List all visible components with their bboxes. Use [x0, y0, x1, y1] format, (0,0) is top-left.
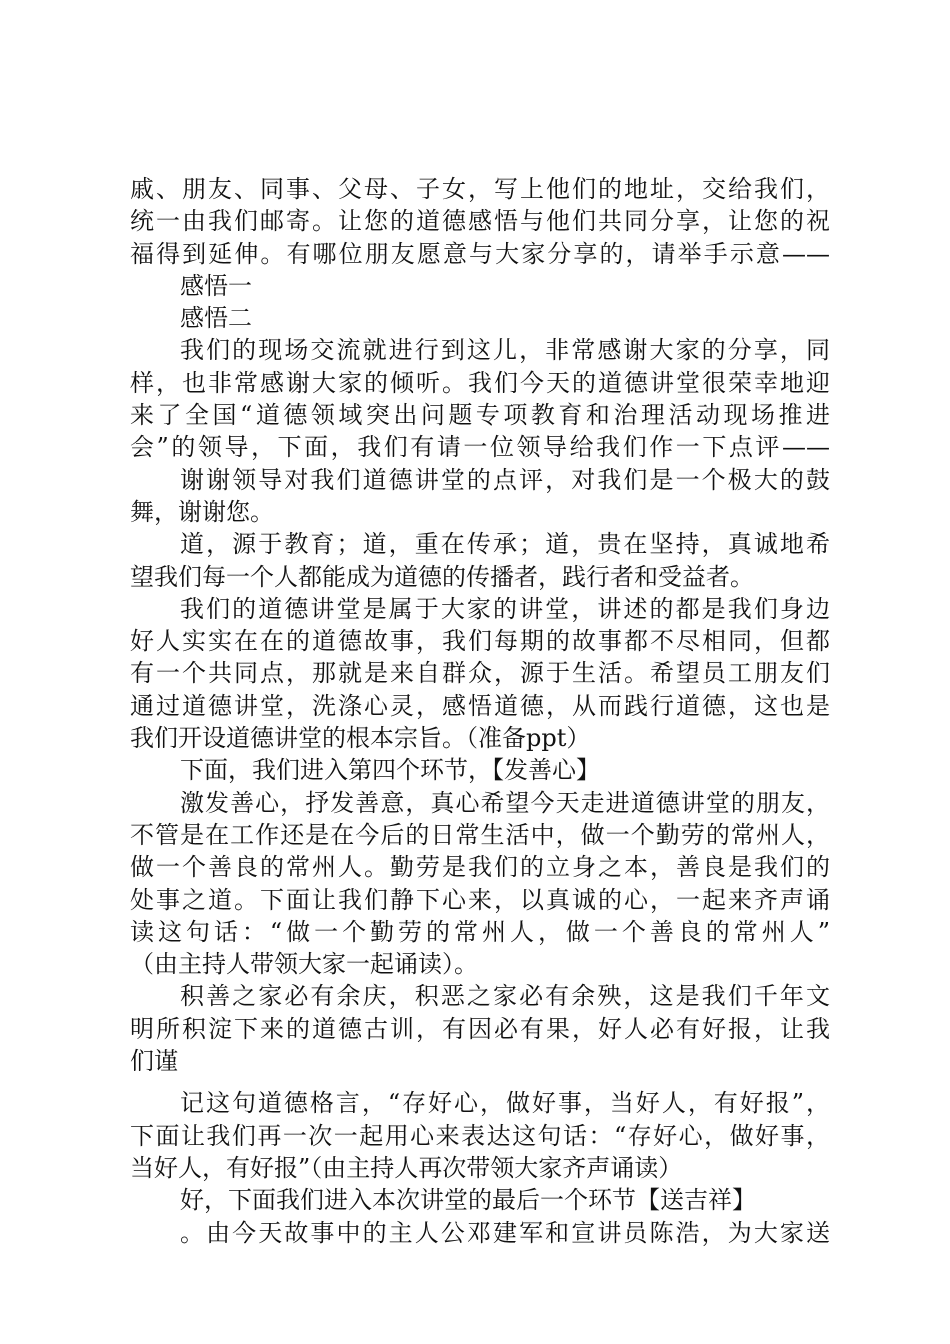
text-line: 来了全国“道德领域突出问题专项教育和治理活动现场推进 — [130, 401, 830, 430]
text-line: 通过道德讲堂，洗涤心灵，感悟道德，从而践行道德，这也是 — [130, 691, 830, 720]
text-line: 谢谢领导对我们道德讲堂的点评，对我们是一个极大的鼓 — [180, 465, 830, 494]
text-line: 积善之家必有余庆，积恶之家必有余殃，这是我们千年文 — [180, 982, 830, 1011]
text-line: 望我们每一个人都能成为道德的传播者，践行者和受益者。 — [130, 562, 754, 591]
text-line: 感悟一 — [180, 271, 252, 300]
text-line: 好，下面我们进入本次讲堂的最后一个环节【送吉祥】 — [180, 1186, 756, 1215]
text-line: 道，源于教育；道，重在传承；道，贵在坚持，真诚地希 — [180, 530, 830, 559]
paragraph-gap — [130, 1077, 830, 1087]
text-line: （由主持人带领大家一起诵读）。 — [130, 950, 478, 979]
document-body — [130, 173, 830, 1249]
text-line: 读这句话：“做一个勤劳的常州人，做一个善良的常州人” — [130, 917, 830, 946]
text-line: 样，也非常感谢大家的倾听。我们今天的道德讲堂很荣幸地迎 — [130, 368, 830, 397]
text-line: 处事之道。下面让我们静下心来，以真诚的心，一起来齐声诵 — [130, 885, 830, 914]
text-line: 舞，谢谢您。 — [130, 497, 274, 526]
text-line: 下面让我们再一次一起用心来表达这句话：“存好心，做好事， — [130, 1121, 830, 1150]
text-line: 我们的道德讲堂是属于大家的讲堂，讲述的都是我们身边 — [180, 594, 830, 623]
text-line: 做一个善良的常州人。勤劳是我们的立身之本，善良是我们的 — [130, 853, 830, 882]
text-line: 我们的现场交流就进行到这儿，非常感谢大家的分享，同 — [180, 336, 830, 365]
text-line: 明所积淀下来的道德古训，有因必有果，好人必有好报，让我 — [130, 1014, 830, 1043]
text-line: 。由今天故事中的主人公邓建军和宣讲员陈浩，为大家送 — [180, 1218, 830, 1247]
text-line: 不管是在工作还是在今后的日常生活中，做一个勤劳的常州人， — [130, 820, 830, 849]
text-line: 会”的领导，下面，我们有请一位领导给我们作一下点评—— — [130, 433, 830, 462]
text-line: 统一由我们邮寄。让您的道德感悟与他们共同分享，让您的祝 — [130, 207, 830, 236]
text-line: 记这句道德格言，“存好心，做好事，当好人，有好报”， — [180, 1089, 830, 1118]
text-line: 我们开设道德讲堂的根本宗旨。（准备ppt） — [130, 724, 591, 753]
text-line: 感悟二 — [180, 304, 252, 333]
text-line: 戚、朋友、同事、父母、子女，写上他们的地址，交给我们， — [130, 175, 830, 203]
text-line: 福得到延伸。有哪位朋友愿意与大家分享的，请举手示意—— — [130, 239, 830, 268]
text-line: 们谨 — [130, 1047, 178, 1076]
text-line: 激发善心，抒发善意，真心希望今天走进道德讲堂的朋友， — [180, 788, 830, 817]
text-line: 好人实实在在的道德故事，我们每期的故事都不尽相同，但都 — [130, 627, 830, 656]
text-line: 有一个共同点，那就是来自群众，源于生活。希望员工朋友们 — [130, 659, 830, 688]
text-line: 当好人，有好报”（由主持人再次带领大家齐声诵读） — [130, 1153, 683, 1182]
text-line: 下面，我们进入第四个环节，【发善心】 — [180, 756, 600, 785]
